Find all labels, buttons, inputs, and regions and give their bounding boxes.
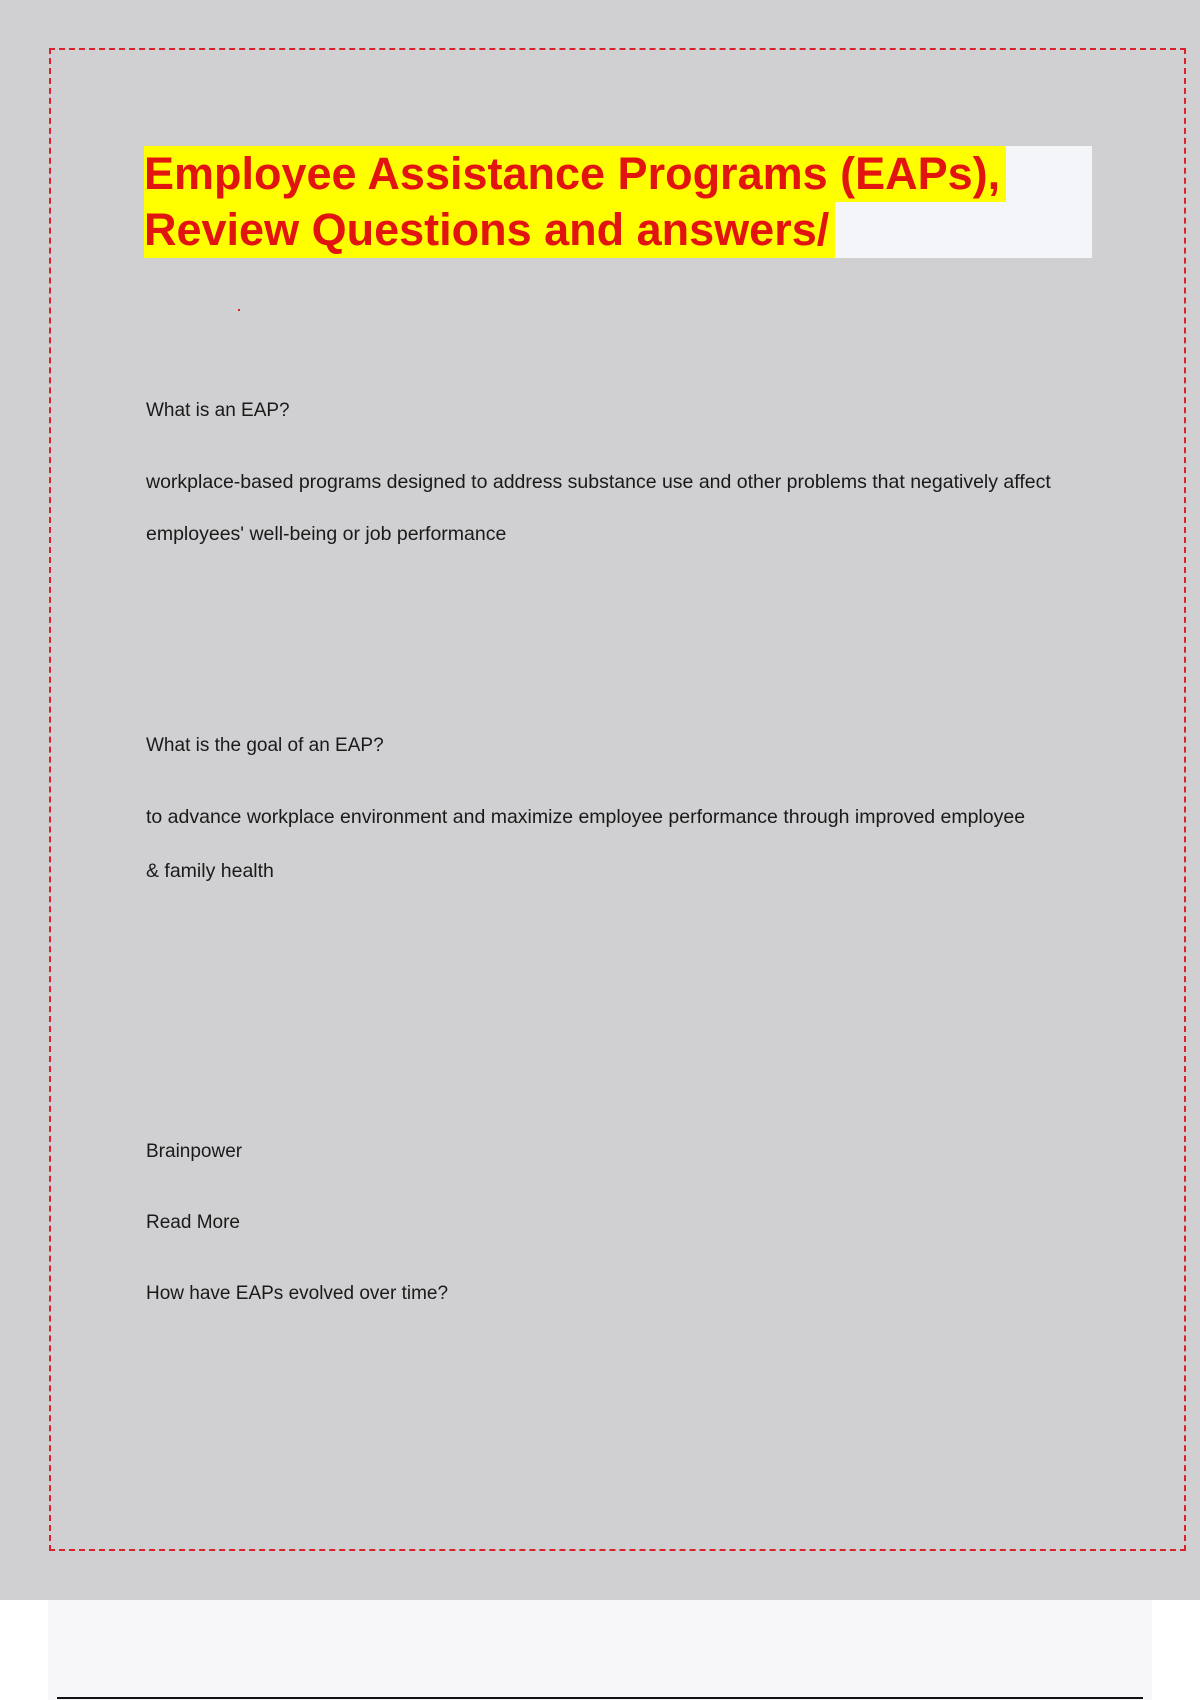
read-more-link[interactable]: Read More bbox=[146, 1212, 240, 1233]
answer-1-line-1: workplace-based programs designed to address substance use and other problems that negatively affect bbox=[146, 471, 1051, 493]
document-title-line-2: Review Questions and answers/ bbox=[144, 202, 835, 258]
red-dot-mark bbox=[238, 309, 240, 311]
page-border bbox=[49, 48, 1186, 1551]
answer-1-line-2: employees' well-being or job performance bbox=[146, 523, 507, 545]
brainpower-label: Brainpower bbox=[146, 1141, 243, 1162]
answer-2-line-1: to advance workplace environment and maximize employee performance through improved employee bbox=[146, 806, 1026, 828]
answer-2-line-2: & family health bbox=[146, 860, 274, 882]
document-title-line-1: Employee Assistance Programs (EAPs), bbox=[144, 146, 1006, 202]
question-3: How have EAPs evolved over time? bbox=[146, 1283, 449, 1304]
question-1: What is an EAP? bbox=[146, 400, 290, 421]
next-page-rule bbox=[57, 1697, 1143, 1699]
next-page-panel bbox=[48, 1600, 1152, 1700]
question-2: What is the goal of an EAP? bbox=[146, 735, 384, 756]
